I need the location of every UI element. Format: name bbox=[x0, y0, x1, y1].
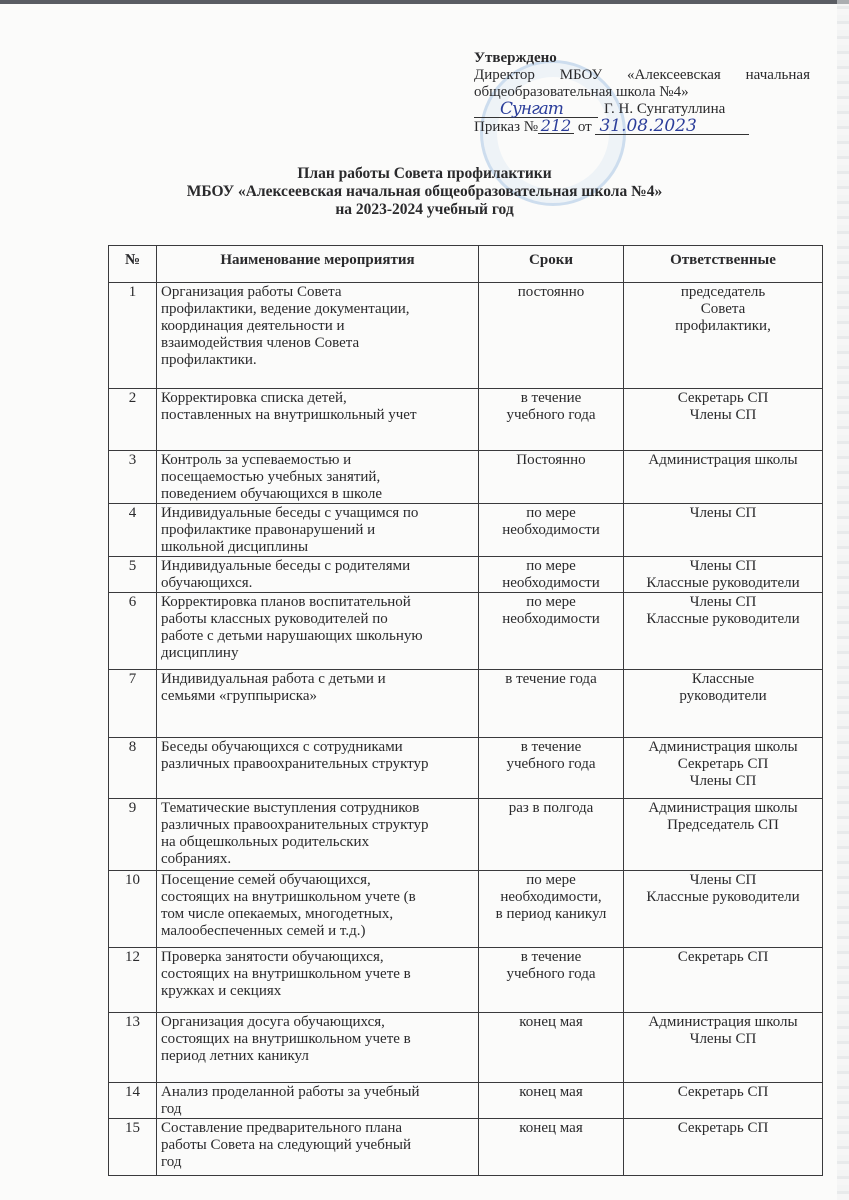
event-name bbox=[157, 389, 479, 451]
event-term bbox=[479, 504, 624, 557]
event-term bbox=[479, 557, 624, 593]
table-row bbox=[109, 799, 823, 871]
signatory-name: Г. Н. Сунгатуллина bbox=[604, 101, 726, 117]
event-term-line: необходимости, bbox=[500, 889, 602, 905]
event-term-line: в течение года bbox=[505, 671, 597, 687]
event-name bbox=[157, 1119, 479, 1176]
table-row bbox=[109, 283, 823, 389]
table-body bbox=[109, 283, 823, 1176]
event-term bbox=[479, 948, 624, 1013]
event-name-line: Анализ проделанной работы за учебный bbox=[161, 1084, 420, 1100]
event-name bbox=[157, 871, 479, 948]
event-responsible-line: Члены СП bbox=[689, 407, 757, 423]
approval-heading: Утверждено bbox=[474, 50, 557, 66]
table-row bbox=[109, 557, 823, 593]
event-name-line: состоящих на внутришкольном учете (в bbox=[161, 889, 416, 905]
scan-top-edge bbox=[0, 0, 849, 4]
event-term bbox=[479, 670, 624, 738]
event-responsible-line: председатель bbox=[680, 284, 766, 300]
table-row bbox=[109, 948, 823, 1013]
document-title bbox=[0, 165, 849, 219]
title-line-3: на 2023-2024 учебный год bbox=[335, 201, 514, 218]
event-responsible-line: Члены СП bbox=[689, 594, 757, 610]
event-name-line: дисциплину bbox=[161, 645, 239, 661]
event-term-line: необходимости bbox=[502, 575, 600, 591]
table-row bbox=[109, 593, 823, 670]
event-term-line: конец мая bbox=[519, 1120, 583, 1136]
row-number: 4 bbox=[109, 504, 157, 557]
event-responsible-line: Классные bbox=[691, 671, 755, 687]
event-term-line: в период каникул bbox=[495, 906, 607, 922]
event-name-line: год bbox=[161, 1154, 182, 1170]
event-term-line: учебного года bbox=[506, 407, 596, 423]
event-responsible-line: Члены СП bbox=[689, 773, 757, 789]
event-responsible bbox=[624, 451, 823, 504]
approval-block bbox=[474, 50, 810, 136]
event-term-line: в течение bbox=[520, 739, 582, 755]
approval-word: начальная bbox=[745, 67, 810, 83]
event-name-line: Тематические выступления сотрудников bbox=[161, 800, 420, 816]
event-name bbox=[157, 948, 479, 1013]
event-name-line: семьями «группыриска» bbox=[161, 688, 317, 704]
event-term bbox=[479, 799, 624, 871]
event-name-line: Организация работы Совета bbox=[161, 284, 342, 300]
event-name bbox=[157, 670, 479, 738]
row-number: 7 bbox=[109, 670, 157, 738]
event-responsible-line: Администрация школы bbox=[648, 800, 798, 816]
event-name-line: посещаемостью учебных занятий, bbox=[161, 469, 381, 485]
order-label: Приказ № bbox=[474, 119, 539, 135]
header-name: Наименование мероприятия bbox=[157, 246, 479, 283]
event-name-line: Индивидуальные беседы с родителями bbox=[161, 558, 411, 574]
header-responsible: Ответственные bbox=[624, 246, 823, 283]
event-responsible-line: Совета bbox=[700, 301, 746, 317]
event-term bbox=[479, 389, 624, 451]
event-term-line: конец мая bbox=[519, 1014, 583, 1030]
event-responsible-line: Члены СП bbox=[689, 558, 757, 574]
event-name-line: профилактике правонарушений и bbox=[161, 522, 376, 538]
approval-word: Директор bbox=[474, 67, 535, 83]
event-responsible bbox=[624, 389, 823, 451]
event-responsible bbox=[624, 504, 823, 557]
event-term-line: в течение bbox=[520, 390, 582, 406]
event-term-line: постоянно bbox=[517, 284, 585, 300]
order-from-label: от bbox=[577, 119, 592, 135]
header-term: Сроки bbox=[479, 246, 624, 283]
event-name-line: работе с детьми нарушающих школьную bbox=[161, 628, 423, 644]
event-responsible-line: Классные руководители bbox=[646, 575, 800, 591]
event-term-line: необходимости bbox=[502, 611, 600, 627]
event-responsible-line: Члены СП bbox=[689, 1031, 757, 1047]
event-term bbox=[479, 1083, 624, 1119]
signature-line bbox=[474, 99, 598, 119]
event-term-line: по мере bbox=[526, 558, 576, 574]
event-responsible bbox=[624, 948, 823, 1013]
event-name bbox=[157, 283, 479, 389]
row-number: 10 bbox=[109, 871, 157, 948]
event-name-line: состоящих на внутришкольном учете в bbox=[161, 966, 411, 982]
event-term-line: необходимости bbox=[502, 522, 600, 538]
event-term-line: конец мая bbox=[519, 1084, 583, 1100]
row-number: 6 bbox=[109, 593, 157, 670]
event-name-line: различных правоохранительных структур bbox=[161, 756, 429, 772]
event-name-line: взаимодействия членов Совета bbox=[161, 335, 360, 351]
row-number: 3 bbox=[109, 451, 157, 504]
approval-word: «Алексеевская bbox=[627, 67, 721, 83]
event-responsible-line: Администрация школы bbox=[648, 452, 798, 468]
event-responsible-line: Администрация школы bbox=[648, 1014, 798, 1030]
event-name-line: на общешкольных родительских bbox=[161, 834, 370, 850]
row-number: 9 bbox=[109, 799, 157, 871]
event-name bbox=[157, 451, 479, 504]
event-responsible-line: Председатель СП bbox=[667, 817, 779, 833]
event-name-line: Корректировка списка детей, bbox=[161, 390, 347, 406]
event-name-line: период летних каникул bbox=[161, 1048, 309, 1064]
event-term bbox=[479, 593, 624, 670]
event-responsible bbox=[624, 670, 823, 738]
event-responsible-line: Администрация школы bbox=[648, 739, 798, 755]
row-number: 13 bbox=[109, 1013, 157, 1083]
event-responsible-line: Члены СП bbox=[689, 872, 757, 888]
header-num: № bbox=[109, 246, 157, 283]
event-responsible-line: профилактики, bbox=[675, 318, 771, 334]
event-name bbox=[157, 1013, 479, 1083]
table-row bbox=[109, 451, 823, 504]
event-responsible bbox=[624, 871, 823, 948]
table-row bbox=[109, 504, 823, 557]
event-name-line: малообеспеченных семей и т.д.) bbox=[161, 923, 366, 939]
event-name bbox=[157, 593, 479, 670]
event-term bbox=[479, 738, 624, 799]
row-number: 8 bbox=[109, 738, 157, 799]
event-name bbox=[157, 799, 479, 871]
event-responsible bbox=[624, 799, 823, 871]
event-responsible bbox=[624, 1083, 823, 1119]
event-name-line: Беседы обучающихся с сотрудниками bbox=[161, 739, 403, 755]
order-line bbox=[474, 118, 810, 136]
event-name-line: Проверка занятости обучающихся, bbox=[161, 949, 384, 965]
event-name-line: состоящих на внутришкольном учете в bbox=[161, 1031, 411, 1047]
event-name-line: Индивидуальные беседы с учащимся по bbox=[161, 505, 419, 521]
event-name-line: кружках и секциях bbox=[161, 983, 282, 999]
handwritten-signature: Сунгат bbox=[500, 99, 563, 119]
row-number: 12 bbox=[109, 948, 157, 1013]
title-line-1: План работы Совета профилактики bbox=[297, 165, 552, 182]
event-responsible bbox=[624, 593, 823, 670]
event-name-line: поставленных на внутришкольный учет bbox=[161, 407, 417, 423]
event-responsible bbox=[624, 1119, 823, 1176]
order-date: 31.08.2023 bbox=[595, 119, 749, 135]
row-number: 5 bbox=[109, 557, 157, 593]
event-name-line: том числе опекаемых, многодетных, bbox=[161, 906, 394, 922]
event-term-line: в течение bbox=[520, 949, 582, 965]
approval-word: МБОУ bbox=[559, 67, 603, 83]
event-name-line: Составление предварительного плана bbox=[161, 1120, 403, 1136]
event-name-line: год bbox=[161, 1101, 182, 1117]
event-name-line: Организация досуга обучающихся, bbox=[161, 1014, 385, 1030]
event-name-line: Посещение семей обучающихся, bbox=[161, 872, 371, 888]
event-name-line: работы классных руководителей по bbox=[161, 611, 388, 627]
event-name-line: работы Совета на следующий учебный bbox=[161, 1137, 411, 1153]
event-responsible-line: Классные руководители bbox=[646, 611, 800, 627]
event-term-line: учебного года bbox=[506, 966, 596, 982]
approval-school-line: общеобразовательная школа №4» bbox=[474, 84, 689, 100]
table-header-row bbox=[109, 246, 823, 283]
event-responsible bbox=[624, 738, 823, 799]
event-name-line: собраниях. bbox=[161, 851, 232, 867]
event-responsible-line: Классные руководители bbox=[646, 889, 800, 905]
event-name bbox=[157, 504, 479, 557]
table-row bbox=[109, 871, 823, 948]
event-responsible-line: Секретарь СП bbox=[677, 390, 769, 406]
event-term bbox=[479, 451, 624, 504]
order-number: 212 bbox=[538, 118, 574, 134]
event-name-line: Индивидуальная работа с детьми и bbox=[161, 671, 386, 687]
event-responsible-line: Секретарь СП bbox=[677, 1120, 769, 1136]
plan-table bbox=[108, 245, 823, 1176]
event-responsible bbox=[624, 283, 823, 389]
event-responsible-line: руководители bbox=[679, 688, 767, 704]
event-name-line: профилактики, ведение документации, bbox=[161, 301, 410, 317]
table-row bbox=[109, 738, 823, 799]
approval-position-line bbox=[474, 67, 810, 84]
event-name-line: профилактики. bbox=[161, 352, 257, 368]
table-row bbox=[109, 1119, 823, 1176]
event-term bbox=[479, 871, 624, 948]
event-responsible-line: Секретарь СП bbox=[677, 756, 769, 772]
event-responsible-line: Секретарь СП bbox=[677, 1084, 769, 1100]
event-term-line: Постоянно bbox=[516, 452, 586, 468]
event-term-line: по мере bbox=[526, 505, 576, 521]
event-name bbox=[157, 557, 479, 593]
event-name bbox=[157, 1083, 479, 1119]
row-number: 1 bbox=[109, 283, 157, 389]
event-term-line: раз в полгода bbox=[508, 800, 594, 816]
row-number: 15 bbox=[109, 1119, 157, 1176]
event-responsible-line: Члены СП bbox=[689, 505, 757, 521]
event-name-line: поведением обучающихся в школе bbox=[161, 486, 383, 502]
event-term bbox=[479, 1013, 624, 1083]
row-number: 2 bbox=[109, 389, 157, 451]
event-name-line: различных правоохранительных структур bbox=[161, 817, 429, 833]
event-name-line: обучающихся. bbox=[161, 575, 253, 591]
event-responsible-line: Секретарь СП bbox=[677, 949, 769, 965]
table-row bbox=[109, 1013, 823, 1083]
event-name-line: координация деятельности и bbox=[161, 318, 345, 334]
table-row bbox=[109, 389, 823, 451]
event-name-line: Контроль за успеваемостью и bbox=[161, 452, 352, 468]
table-row bbox=[109, 1083, 823, 1119]
event-responsible bbox=[624, 557, 823, 593]
table-row bbox=[109, 670, 823, 738]
event-term-line: по мере bbox=[526, 594, 576, 610]
event-term-line: по мере bbox=[526, 872, 576, 888]
title-line-2: МБОУ «Алексеевская начальная общеобразовательная школа №4» bbox=[186, 183, 663, 200]
event-term-line: учебного года bbox=[506, 756, 596, 772]
event-name-line: школьной дисциплины bbox=[161, 539, 309, 555]
event-name-line: Корректировка планов воспитательной bbox=[161, 594, 411, 610]
event-responsible bbox=[624, 1013, 823, 1083]
event-name bbox=[157, 738, 479, 799]
event-term bbox=[479, 1119, 624, 1176]
row-number: 14 bbox=[109, 1083, 157, 1119]
event-term bbox=[479, 283, 624, 389]
